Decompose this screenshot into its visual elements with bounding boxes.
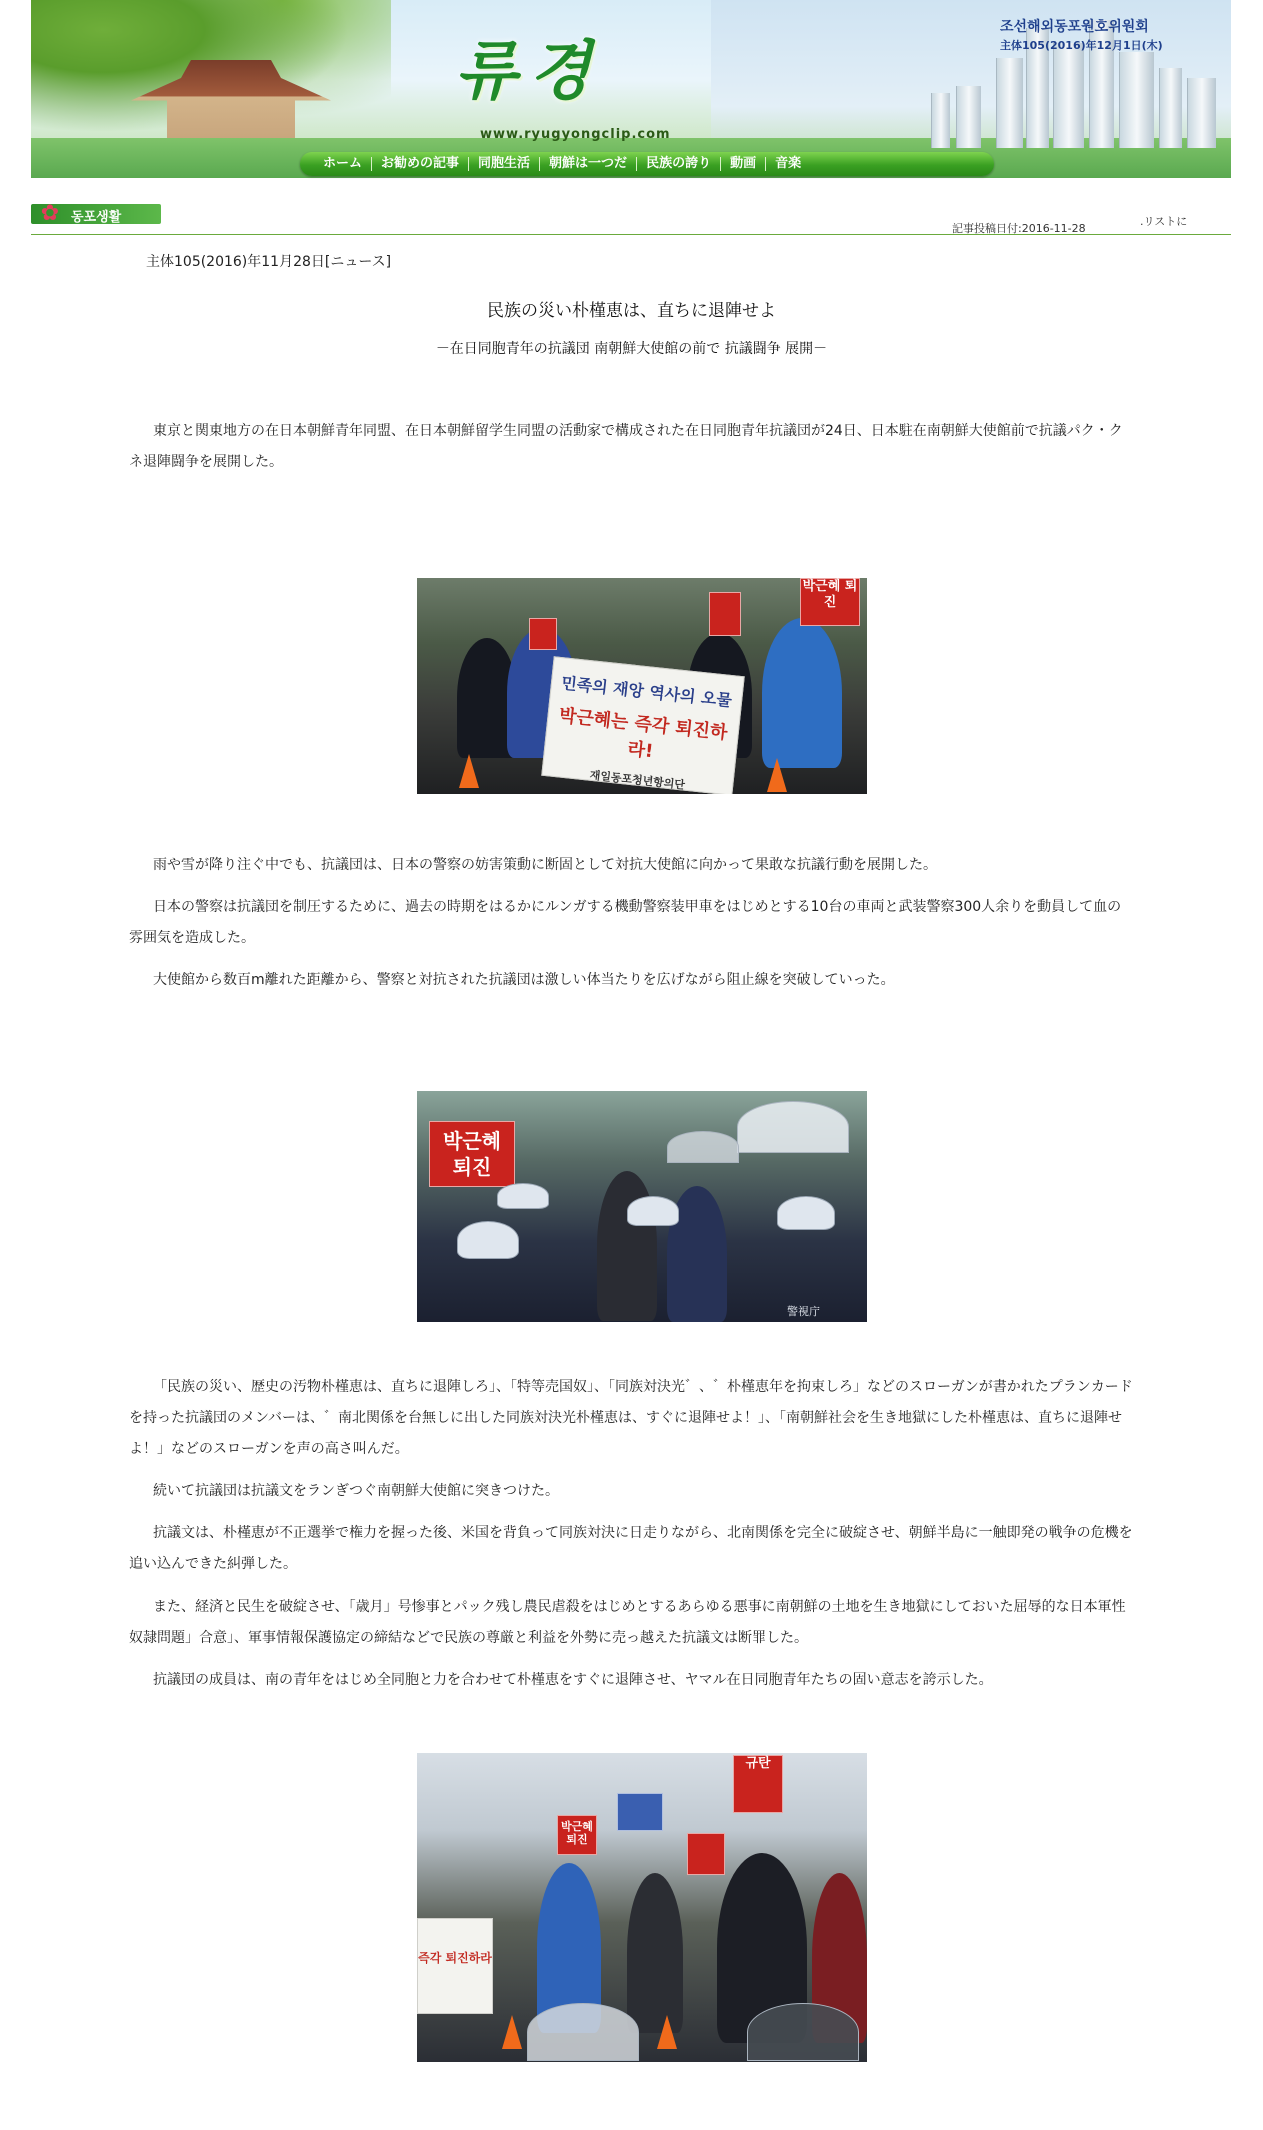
traffic-cone <box>657 2015 677 2049</box>
nav-korea-is-one[interactable]: 朝鮮は一つだ <box>540 157 637 171</box>
article-paragraph: 日本の警察は抗議団を制圧するために、過去の時期をはるかにルンガする機動警察装甲車をはじめとする10台の車両と武装警察300人余りを動員して血の雰囲気を造成した。 <box>129 899 1122 946</box>
nav-music[interactable]: 音楽 <box>775 156 802 171</box>
article-paragraph: 東京と関東地方の在日本朝鮮青年同盟、在日本朝鮮留学生同盟の活動家で構成された在日同胞青年抗議団が24日、日本駐在南朝鮮大使館前で抗議パク・クネ退陣闘争を展開した。 <box>129 423 1123 470</box>
banner-line-3: 재일동포청년항의단 <box>589 768 686 792</box>
umbrella <box>737 1101 849 1153</box>
banner-building <box>1159 68 1182 148</box>
section-badge-label: 동포생활 <box>71 210 122 225</box>
traffic-cone <box>767 758 787 792</box>
umbrella <box>747 2003 859 2061</box>
article-photo-3 <box>417 1753 867 2062</box>
police-cap <box>497 1183 549 1209</box>
article-paragraph: 抗議文は、朴槿恵が不正選挙で権力を握った後、米国を背負って同族対決に日走りながら、北南関係を完全に破綻させ、朝鮮半島に一触即発の戦争の危機を追い込んできた糾弾した。 <box>129 1525 1133 1572</box>
nav-compatriot-life[interactable]: 同胞生活 <box>469 157 540 171</box>
banner-building <box>1187 78 1216 148</box>
protest-banner: 즉각 퇴진하라 <box>417 1918 493 2014</box>
article-paragraph: 「民族の災い、歴史の汚物朴槿恵は、直ちに退陣しろ」、「特等売国奴」、「同族対決光゛、゛朴槿恵年を拘束しろ」などのスローガンが書かれたプランカードを持った抗議団のメンバーは、゛南北関係を台無しに出した同族対決光朴槿恵は、すぐに退陣せよ！」、「南朝鮮社会を生き地獄にした朴槿恵は、直ちに退陣せよ！」などのスローガンを声の高さ叫んだ。 <box>129 1379 1133 1457</box>
flower-icon: ✿ <box>40 201 60 226</box>
organization-name: 조선해외동포원호위원회 <box>1000 19 1149 35</box>
police-vest-text: 警視庁 <box>787 1305 820 1318</box>
article-paragraph: 大使館から数百m離れた距離から、警察と対抗された抗議団は激しい体当たりを広げながら阻止線を突破していった。 <box>153 972 895 988</box>
banner-building <box>996 58 1023 148</box>
nav-video[interactable]: 動画 <box>721 157 766 171</box>
protest-sign <box>709 592 741 636</box>
banner-building <box>1053 43 1084 148</box>
banner-line-2: 박근혜는 즉각 퇴진하라! <box>558 705 729 763</box>
section-badge <box>31 201 161 226</box>
protest-sign: 규탄 <box>733 1755 783 1813</box>
police-cap <box>627 1196 679 1226</box>
article-paragraph: 抗議団の成員は、南の青年をはじめ全同胞と力を合わせて朴槿恵をすぐに退陣させ、ヤマル在日同胞青年たちの固い意志を誇示した。 <box>153 1672 993 1688</box>
article-paragraph: また、経済と民生を破綻させ、「歳月」号惨事とパック残し農民虐殺をはじめとするあらゆる悪事に南朝鮮の土地を生き地獄にしておいた屈辱的な日本軍性奴隷問題」合意」、軍事情報保護協定の締結などで民族の尊厳と利益を外勢に売っ越えた抗議文は断罪した。 <box>129 1599 1126 1646</box>
banner-building <box>1119 52 1154 148</box>
article-dateline: 主体105(2016)年11月28日[ニュース] <box>146 254 392 270</box>
protest-sign <box>687 1833 725 1875</box>
protest-sign: 박근혜 퇴진 <box>800 578 860 626</box>
article-photo-2 <box>417 1091 867 1322</box>
article-subhead: －在日同胞青年の抗議団 南朝鮮大使館の前で 抗議闘争 展開－ <box>435 341 828 357</box>
header-date: 主体105(2016)年12月1日(木) <box>1000 39 1163 52</box>
photo-person <box>762 618 842 768</box>
protest-sign <box>529 618 557 650</box>
nav-recommended[interactable]: お勧めの記事 <box>372 157 469 171</box>
umbrella <box>667 1131 739 1163</box>
post-date: 記事投稿日付:2016-11-28 <box>952 222 1086 235</box>
main-nav <box>300 152 994 176</box>
protest-banner <box>541 656 744 794</box>
protest-sign <box>617 1793 663 1831</box>
article-photo-1 <box>417 578 867 794</box>
police-cap <box>777 1196 835 1230</box>
traffic-cone <box>502 2015 522 2049</box>
nav-home[interactable]: ホーム <box>314 157 372 171</box>
protest-sign: 박근혜 퇴진 <box>429 1121 515 1187</box>
article-paragraph: 続いて抗議団は抗議文をランぎつぐ南朝鮮大使館に突きつけた。 <box>153 1483 559 1499</box>
protest-sign: 박근혜 퇴진 <box>557 1815 597 1855</box>
umbrella <box>527 2003 639 2061</box>
nav-national-pride[interactable]: 民族の誇り <box>637 157 721 171</box>
traffic-cone <box>459 754 479 788</box>
photo-person <box>627 1873 683 2033</box>
police-cap <box>457 1221 519 1259</box>
banner-line-1: 민족의 재앙 역사의 오물 <box>560 673 733 711</box>
site-logo[interactable]: 류경 <box>455 34 603 109</box>
site-url: www.ryugyongclip.com <box>480 127 671 142</box>
back-to-list-link[interactable]: .リストに <box>1140 215 1188 228</box>
photo-person <box>597 1171 657 1321</box>
banner-building <box>931 93 950 148</box>
banner-building <box>956 86 981 148</box>
article-paragraph: 雨や雪が降り注ぐ中でも、抗議団は、日本の警察の妨害策動に断固として対抗大使館に向かって果敢な抗議行動を展開した。 <box>153 857 937 873</box>
article-headline: 民族の災い朴槿恵は、直ちに退陣せよ <box>487 301 776 321</box>
